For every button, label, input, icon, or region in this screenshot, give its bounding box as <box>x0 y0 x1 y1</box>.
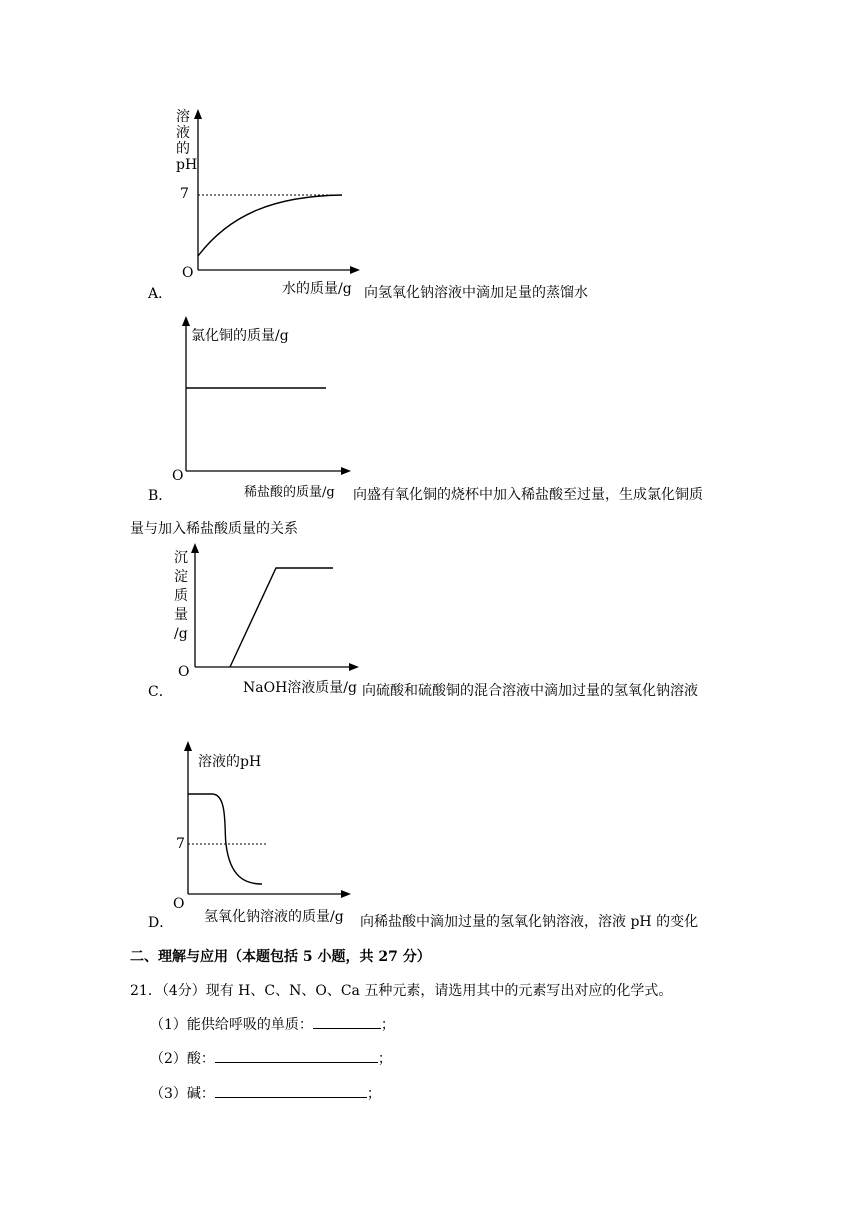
graph-d-tick-7: 7 <box>176 836 185 852</box>
q21-stem: 21．（4分）现有 H、C、N、O、Ca 五种元素，请选用其中的元素写出对应的化学式。 <box>130 983 673 999</box>
q21-item-1-answer-blank[interactable] <box>313 1014 381 1029</box>
option-b-letter: B． <box>148 488 173 504</box>
graph-b-y-label: 氯化铜的质量/g <box>191 328 289 344</box>
q21-item-2-label: （2）酸： <box>150 1051 215 1067</box>
option-c-letter: C． <box>148 684 173 700</box>
graph-d-curve <box>188 794 262 884</box>
graph-d-x-label: 氢氧化钠溶液的质量/g <box>204 909 344 925</box>
graph-c-origin: O <box>178 664 190 680</box>
q21-item-3-label: （3）碱： <box>150 1086 215 1102</box>
q21-item-1 <box>150 1014 395 1034</box>
graph-d-y-arrow <box>184 741 192 751</box>
q21-item-2-end: ； <box>377 1051 392 1067</box>
graph-a-tick-7: 7 <box>180 186 189 202</box>
option-d-letter: D． <box>148 915 174 931</box>
q21-item-1-label: （1）能供给呼吸的单质： <box>150 1017 313 1033</box>
graph-a-y-label: 溶 液 的 pH <box>176 109 198 173</box>
graph-a-x-label: 水的质量/g <box>282 281 352 297</box>
option-d-description: 向稀盐酸中滴加过量的氢氧化钠溶液，溶液 pH 的变化 <box>360 914 699 930</box>
option-b-description-line2: 量与加入稀盐酸质量的关系 <box>130 521 298 537</box>
graph-c-y-label: 沉 淀 质 量 /g <box>174 550 188 642</box>
q21-item-1-end: ； <box>380 1017 395 1033</box>
q21-item-3-end: ； <box>366 1086 381 1102</box>
section-title: 二、理解与应用（本题包括 5 小题，共 27 分） <box>130 949 431 965</box>
q21-item-3-answer-blank[interactable] <box>215 1083 367 1098</box>
graph-d-origin: O <box>173 896 185 912</box>
q21-item-2 <box>150 1048 392 1068</box>
graph-d-x-arrow <box>341 890 351 898</box>
graph-a-origin: O <box>182 265 194 281</box>
graph-c-x-label: NaOH溶液质量/g <box>243 680 357 696</box>
option-a-letter: A． <box>148 286 173 302</box>
q21-item-3 <box>150 1083 381 1103</box>
option-b-description-line1: 向盛有氧化铜的烧杯中加入稀盐酸至过量，生成氯化铜质 <box>353 487 703 503</box>
graph-b-origin: O <box>172 468 184 484</box>
q21-item-2-answer-blank[interactable] <box>215 1048 378 1063</box>
option-a-description: 向氢氧化钠溶液中滴加足量的蒸馏水 <box>364 285 588 301</box>
option-c-description: 向硫酸和硫酸铜的混合溶液中滴加过量的氢氧化钠溶液 <box>362 683 698 699</box>
graph-b-x-label: 稀盐酸的质量/g <box>244 485 335 500</box>
graph-d-y-label: 溶液的pH <box>198 754 262 770</box>
